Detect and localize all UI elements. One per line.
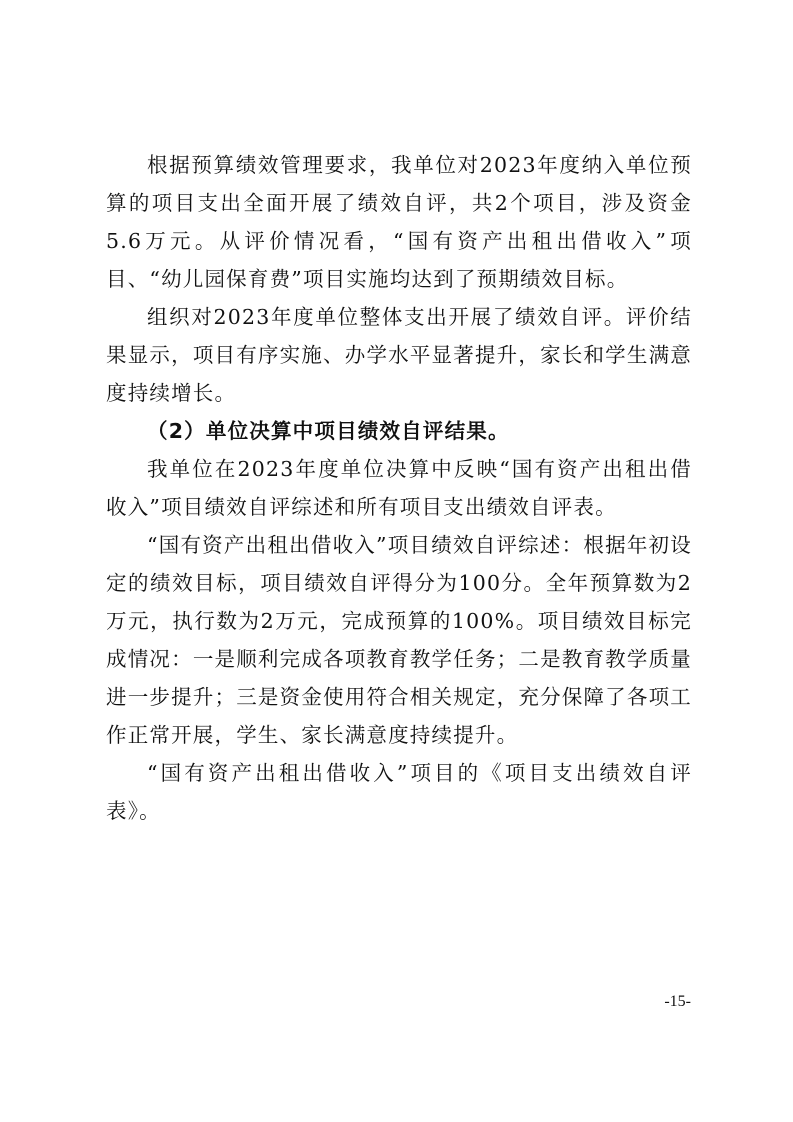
page-number: -15- [664,993,691,1010]
document-body [106,146,692,830]
paragraph-project-summary: “国有资产出租出借收入”项目绩效自评综述：根据年初设定的绩效目标，项目绩效自评得分为100分。全年预算数为2万元，执行数为2万元，完成预算的100%。项目绩效目标完成情况：一是顺利完成各项教育教学任务；二是教育教学质量进一步提升；三是资金使用符合相关规定，充分保障了各项工作正常开展，学生、家长满意度持续提升。 [106,533,692,747]
section-heading-project-results: （2）单位决算中项目绩效自评结果。 [147,419,510,443]
paragraph-overall-expenditure: 组织对2023年度单位整体支出开展了绩效自评。评价结果显示，项目有序实施、办学水平显著提升，家长和学生满意度持续增长。 [106,305,692,405]
paragraph-evaluation-table: “国有资产出租出借收入”项目的《项目支出绩效自评表》。 [106,761,692,823]
paragraph-budget-performance: 根据预算绩效管理要求，我单位对2023年度纳入单位预算的项目支出全面开展了绩效自评，共2个项目，涉及资金5.6万元。从评价情况看，“国有资产出租出借收入”项目、“幼儿园保育费”项目实施均达到了预期绩效目标。 [106,153,692,291]
paragraph-final-accounts: 我单位在2023年度单位决算中反映“国有资产出租出借收入”项目绩效自评综述和所有项目支出绩效自评表。 [106,457,692,519]
